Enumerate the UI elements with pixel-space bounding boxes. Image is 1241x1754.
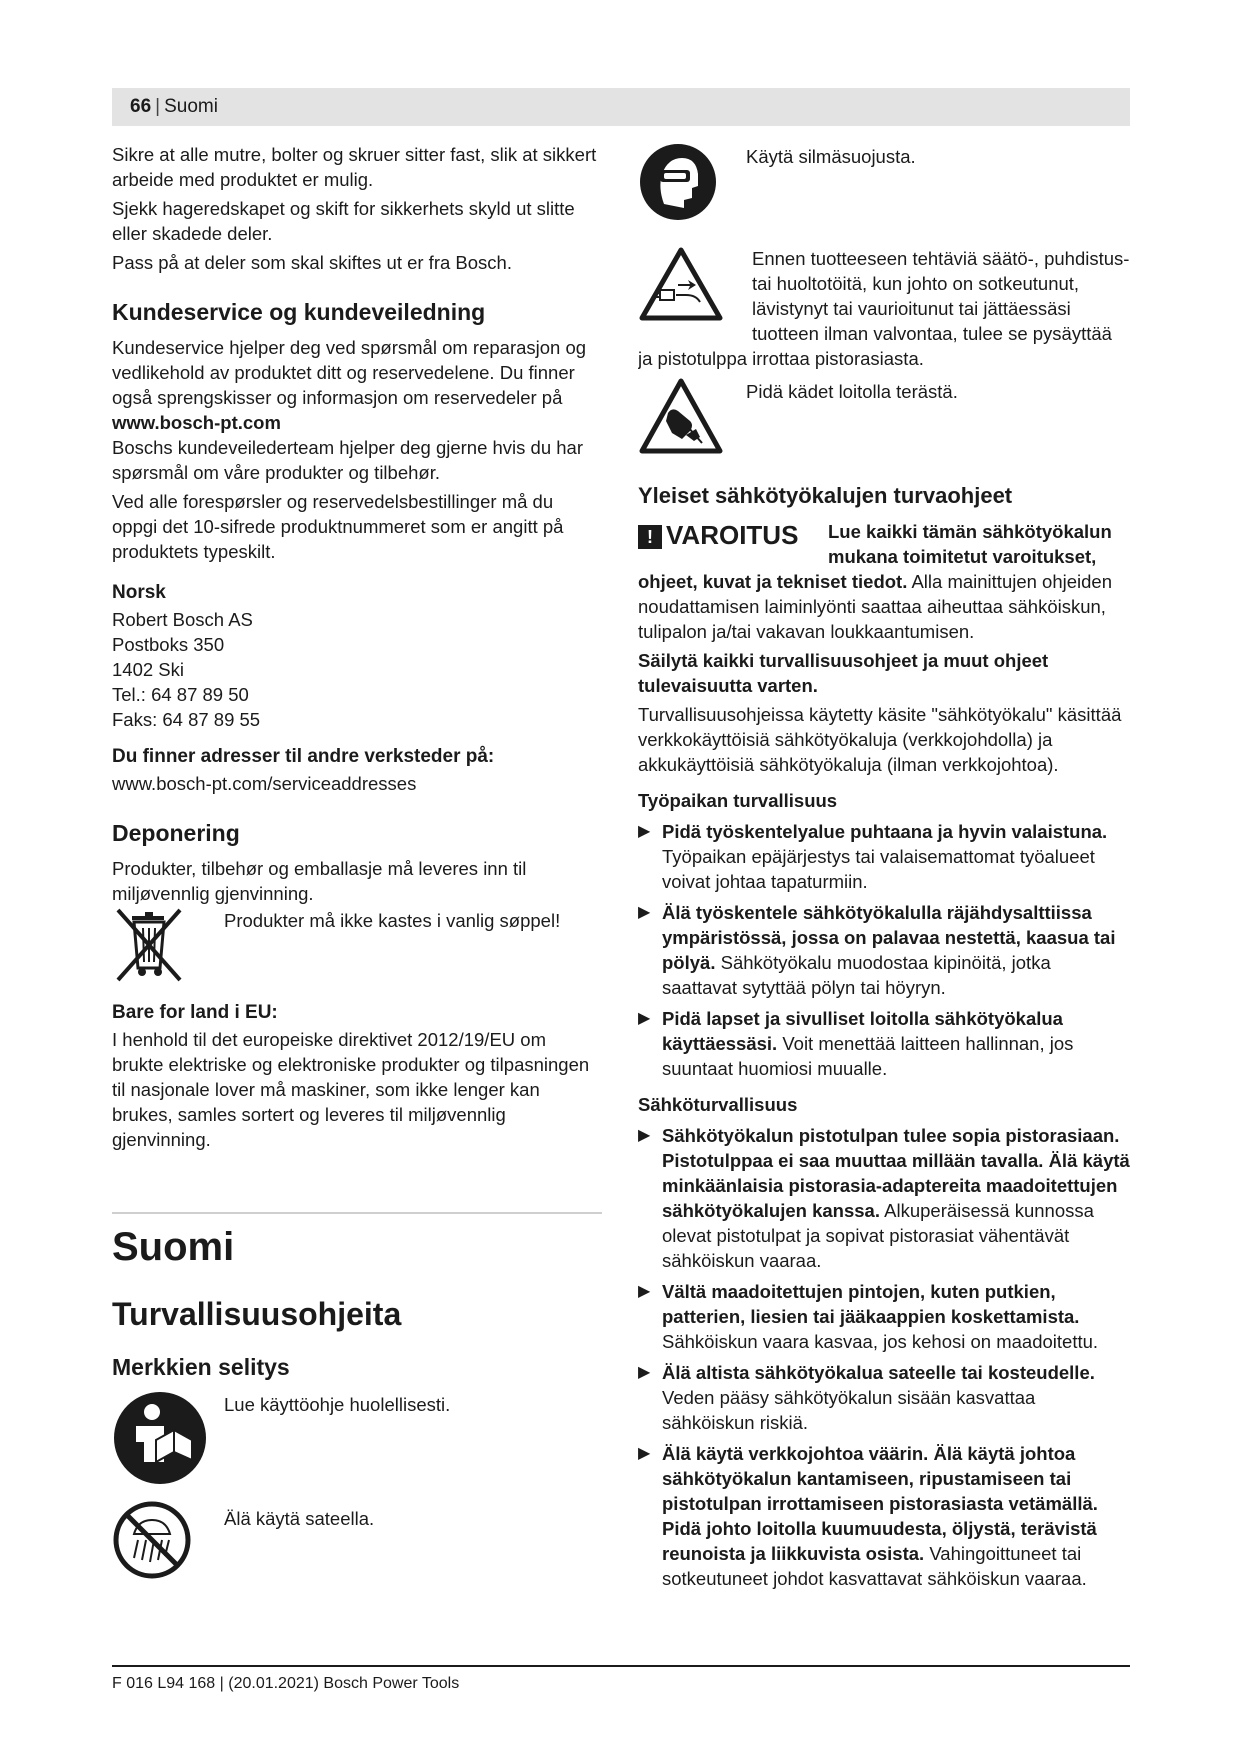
suomi-title: Suomi: [112, 1225, 235, 1269]
bullet-arrow-icon: ▶: [638, 1283, 651, 1300]
paragraph: Boschs kundeveilederteam hjelper deg gjerne hvis du har spørsmål om våre produkter og tilbehør.: [112, 437, 584, 483]
kunde-text: Kundeservice hjelper deg ved spørsmål om reparasjon og vedlikehold av produktet ditt og reservedelene. Du finner også sprengskisser og informasjon om reservedeler på: [112, 337, 587, 408]
bullet-bold: Älä käytä verkkojohtoa väärin. Älä käytä johtoa sähkötyökalun kantamiseen, ripustamiseen tai pistotulpan irrottamiseen pistorasiasta vetämällä. Pidä johto loitolla kuumuudesta, öljystä, terävistä reunoista ja liikkuvista osista.: [662, 1443, 1098, 1564]
symbol-no-rain: [112, 1500, 602, 1586]
left-column: [112, 142, 602, 1594]
bullet-arrow-icon: ▶: [638, 1364, 651, 1381]
paragraph: Produkter, tilbehør og emballasje må leveres inn til miljøvennlig gjenvinning.: [112, 858, 527, 904]
bullet-item: [638, 819, 1130, 894]
bullet-text: Sähköiskun vaara kasvaa, jos kehosi on maadoitettu.: [662, 1331, 1099, 1352]
hand-blade-warning-icon: [638, 377, 746, 463]
bullet-bold: Vältä maadoitettujen pintojen, kuten putkien, patterien, liesien tai jääkaappien koskettamista.: [662, 1281, 1080, 1327]
address-line: 1402 Ski: [112, 659, 184, 680]
bullet-text: Sähkötyökalu muodostaa kipinöitä, jotka saattavat sytyttää pölyn tai höyryn.: [662, 952, 1051, 998]
bullet-text: Työpaikan epäjärjestys tai valaisemattomat työalueet voivat johtaa tapaturmiin.: [662, 846, 1095, 892]
bullet-arrow-icon: ▶: [638, 1010, 651, 1027]
bullet-bold: Pidä lapset ja sivulliset loitolla sähkötyökalua käyttäessäsi.: [662, 1008, 1063, 1054]
paragraph: Ved alle forespørsler og reservedelsbestillinger må du oppgi det 10-sifrede produktnummeret som er angitt på produktets typeskilt.: [112, 491, 564, 562]
sailyta-text: Säilytä kaikki turvallisuusohjeet ja muut ohjeet tulevaisuutta varten.: [638, 650, 1049, 696]
kasite-text: Turvallisuusohjeissa käytetty käsite "sähkötyökalu" käsittää verkkokäyttöisiä sähkötyökaluja (verkkojohdolla) ja akkukäyttöisiä sähkötyökaluja (ilman verkkojohtoa).: [638, 704, 1122, 775]
bullet-text: Veden pääsy sähkötyökalun sisään kasvattaa sähköiskun riskiä.: [662, 1387, 1036, 1433]
bullet-bold: Pidä työskentelyalue puhtaana ja hyvin valaistuna.: [662, 821, 1108, 842]
address-line: Tel.: 64 87 89 50: [112, 684, 249, 705]
eye-protection-icon: [638, 142, 746, 228]
merkkien-heading: Merkkien selitys: [112, 1354, 290, 1380]
symbol-hand-blade: [638, 377, 1130, 463]
yleiset-heading: Yleiset sähkötyökalujen turvaohjeet: [638, 483, 1013, 508]
bullet-text: Voit menettää laitteen hallinnan, jos suuntaat huomiosi muualle.: [662, 1033, 1074, 1079]
eu-heading: Bare for land i EU:: [112, 1002, 278, 1023]
bullet-item: [638, 1123, 1130, 1273]
symbol-text: Käytä silmäsuojusta.: [746, 146, 916, 167]
address-block: [112, 607, 602, 732]
adresser-heading: Du finner adresser til andre verksteder på:: [112, 746, 495, 767]
right-column: [638, 142, 1130, 1597]
varoitus-text: Alla mainittujen ohjeiden noudattamisen laiminlyönti saattaa aiheuttaa sähköiskun, tulipalon ja/tai vakavan loukkaantumisen.: [638, 571, 1113, 642]
disposal-row: [112, 906, 602, 990]
address-line: Faks: 64 87 89 55: [112, 709, 261, 730]
unplug-warning-icon: [638, 246, 746, 330]
warning-icon: !: [638, 525, 662, 549]
paragraph: Pass på at deler som skal skiftes ut er fra Bosch.: [112, 252, 512, 273]
paragraph: Sjekk hageredskapet og skift for sikkerhets skyld ut slitte eller skadede deler.: [112, 198, 575, 244]
section-divider: [112, 1212, 602, 1214]
address-line: Postboks 350: [112, 634, 225, 655]
symbol-text: Lue käyttöohje huolellisesti.: [224, 1394, 451, 1415]
symbol-text: Ennen tuotteeseen tehtäviä säätö-, puhdistus- tai huoltotöitä, kun johto on sotkeutunut, lävistynyt tai vaurioitunut tai jättäessäsi tuotteen ilman valvontaa, tulee se pysäyttää ja pistotulppa irrottaa pistorasiasta.: [638, 248, 1130, 369]
paragraph: [112, 335, 602, 435]
symbol-eye-protection: [638, 142, 1130, 228]
disposal-text: Produkter må ikke kastes i vanlig søppel!: [224, 910, 561, 931]
bullet-arrow-icon: ▶: [638, 904, 651, 921]
bullet-text: Vahingoittuneet tai sotkeutuneet johdot kasvattavat sähköiskun vaaraa.: [662, 1543, 1087, 1589]
symbol-text: Pidä kädet loitolla terästä.: [746, 381, 958, 402]
read-manual-icon: [112, 1390, 224, 1492]
page-footer: F 016 L94 168 | (20.01.2021) Bosch Power Tools: [112, 1675, 460, 1692]
paragraph: I henhold til det europeiske direktivet 2012/19/EU om brukte elektriske og elektroniske produkter og tilpasningen til nasjonale lover må maskiner, som ikke lenger kan brukes, samles sortert og leveres til miljøvennlig gjenvinning.: [112, 1029, 590, 1150]
varoitus-bold-text: Lue kaikki tämän sähkötyökalun mukana toimitetut varoitukset, ohjeet, kuvat ja tekniset tiedot.: [638, 521, 1112, 592]
turvallisuusohjeita-title: Turvallisuusohjeita: [112, 1296, 402, 1332]
bullet-item: [638, 1360, 1130, 1435]
varoitus-tag: [638, 519, 828, 551]
symbol-text: Älä käytä sateella.: [224, 1508, 375, 1529]
deponering-heading: Deponering: [112, 820, 240, 846]
paragraph: Sikre at alle mutre, bolter og skruer sitter fast, slik at sikkert arbeide med produktet er mulig.: [112, 144, 597, 190]
bullet-arrow-icon: ▶: [638, 1445, 651, 1462]
varoitus-label: VAROITUS: [666, 520, 799, 550]
page-number: 66: [130, 96, 152, 117]
norsk-heading: Norsk: [112, 582, 166, 603]
header-section: Suomi: [164, 96, 218, 117]
page-header: [112, 88, 1130, 126]
bullet-arrow-icon: ▶: [638, 823, 651, 840]
kundeservice-heading: Kundeservice og kundeveiledning: [112, 299, 486, 325]
bullet-item: [638, 1006, 1130, 1081]
bullet-item: [638, 1441, 1130, 1591]
bullet-text: Alkuperäisessä kunnossa olevat pistotulpat ja sopivat pistorasiat vähentävät sähköiskun vaaraa.: [662, 1200, 1094, 1271]
crossed-bin-icon: [112, 906, 224, 990]
bullet-item: [638, 1279, 1130, 1354]
footer-divider: [112, 1665, 1130, 1667]
bullet-item: [638, 900, 1130, 1000]
no-rain-icon: [112, 1500, 224, 1586]
service-addresses-url: www.bosch-pt.com/serviceaddresses: [112, 773, 417, 794]
varoitus-block: [638, 519, 1130, 644]
tyopaikan-heading: Työpaikan turvallisuus: [638, 790, 838, 811]
bosch-url: www.bosch-pt.com: [112, 412, 281, 433]
header-separator: |: [155, 96, 161, 117]
symbol-unplug: [638, 246, 1130, 371]
bullet-bold: Sähkötyökalun pistotulpan tulee sopia pistorasiaan. Pistotulppaa ei saa muuttaa millään tavalla. Älä käytä minkäänlaisia pistorasia-adaptereita maadoitettujen sähkötyökalujen kanssa.: [662, 1125, 1130, 1221]
address-line: Robert Bosch AS: [112, 609, 253, 630]
bullet-bold: Älä työskentele sähkötyökalulla räjähdysalttiissa ympäristössä, jossa on palavaa nestettä, kaasua tai pölyä.: [662, 902, 1116, 973]
bullet-arrow-icon: ▶: [638, 1127, 651, 1144]
bullet-bold: Älä altista sähkötyökalua sateelle tai kosteudelle.: [662, 1362, 1095, 1383]
symbol-read-manual: [112, 1390, 602, 1492]
sahko-heading: Sähköturvallisuus: [638, 1094, 798, 1115]
